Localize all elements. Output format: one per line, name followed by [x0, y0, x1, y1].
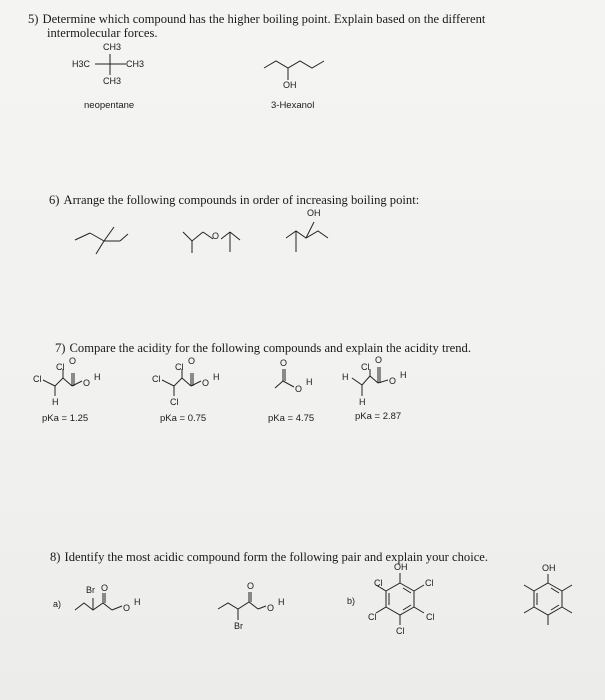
q7-c2-cl-bottom: Cl	[170, 397, 179, 407]
q8-a1-br: Br	[86, 585, 95, 595]
q8-b1-cl-upper-left: Cl	[374, 578, 383, 588]
q7-c1-cl-left: Cl	[33, 374, 42, 384]
question-7-text: Compare the acidity for the following compounds and explain the acidity trend.	[69, 341, 471, 355]
question-7-number: 7)	[55, 341, 66, 355]
hexanol-name: 3-Hexanol	[271, 100, 315, 111]
question-8-text: Identify the most acidic compound form the following pair and explain your choice.	[64, 550, 489, 564]
q7-c1-pka: pKa = 1.25	[42, 413, 89, 424]
q8-a1-o-hydroxyl: O	[123, 603, 131, 613]
q7-c4-o-hydroxyl: O	[389, 376, 397, 386]
question-8-number: 8)	[50, 550, 61, 564]
q8-part-a: a)	[53, 599, 62, 609]
q7-c3-h-hydroxyl: H	[306, 377, 313, 387]
q8-a1-h: H	[134, 597, 141, 607]
q7-c1-cl-top: Cl	[56, 362, 65, 372]
q7-c1-o-hydroxyl: O	[83, 378, 91, 388]
neopentane-top-ch3: CH3	[103, 42, 122, 52]
q8-part-b: b)	[347, 596, 356, 606]
q8-a2-br: Br	[234, 621, 243, 631]
q8-b1-cl-lower-left: Cl	[368, 612, 377, 622]
q8-a2-h: H	[278, 597, 285, 607]
q7-c2-o-hydroxyl: O	[202, 378, 210, 388]
neopentane-right-ch3: CH3	[126, 59, 145, 69]
question-6-text: Arrange the following compounds in order of increasing boiling point:	[63, 193, 420, 207]
q7-c1-h-hydroxyl: H	[94, 372, 101, 382]
q7-c4-o-carbonyl: O	[375, 355, 383, 365]
q8-b1-cl-upper-right: Cl	[425, 578, 434, 588]
q7-c1-o-carbonyl: O	[69, 356, 77, 366]
question-6-number: 6)	[49, 193, 60, 207]
q7-c2-cl-left: Cl	[152, 374, 161, 384]
q8-b1-cl-lower-right: Cl	[426, 612, 435, 622]
q7-c4-h-bottom: H	[359, 397, 366, 407]
q7-c4-h-left: H	[342, 372, 349, 382]
hexanol-oh: OH	[283, 80, 297, 90]
q8-a2-o-carbonyl: O	[247, 581, 255, 591]
q7-c4-cl-top: Cl	[361, 362, 370, 372]
q8-b1-oh: OH	[394, 562, 408, 572]
q7-c3-o-carbonyl: O	[280, 358, 288, 368]
neopentane-bottom-ch3: CH3	[103, 76, 122, 86]
q8-b2-oh: OH	[542, 563, 556, 573]
q7-c2-pka: pKa = 0.75	[160, 413, 207, 424]
q7-c4-h-hydroxyl: H	[400, 370, 407, 380]
q8-b1-cl-bottom: Cl	[396, 626, 405, 636]
neopentane-left-h3c: H3C	[72, 59, 91, 69]
question-5-line2: intermolecular forces.	[47, 26, 158, 40]
q7-c2-cl-top: Cl	[175, 362, 184, 372]
q7-c4-pka: pKa = 2.87	[355, 411, 402, 422]
q6-ether-oxygen: O	[212, 231, 220, 241]
q7-c1-h-bottom: H	[52, 397, 59, 407]
neopentane-name: neopentane	[84, 100, 135, 111]
q7-c2-h-hydroxyl: H	[213, 372, 220, 382]
q6-oh-label: OH	[307, 208, 321, 218]
q8-a1-o-carbonyl: O	[101, 583, 109, 593]
question-5-text-line1: Determine which compound has the higher boiling point. Explain based on the different	[42, 12, 486, 26]
q7-c2-o-carbonyl: O	[188, 356, 196, 366]
q7-c3-pka: pKa = 4.75	[268, 413, 315, 424]
q8-a2-o-hydroxyl: O	[267, 603, 275, 613]
question-5-number: 5)	[28, 12, 39, 26]
q7-c3-o-hydroxyl: O	[295, 384, 303, 394]
